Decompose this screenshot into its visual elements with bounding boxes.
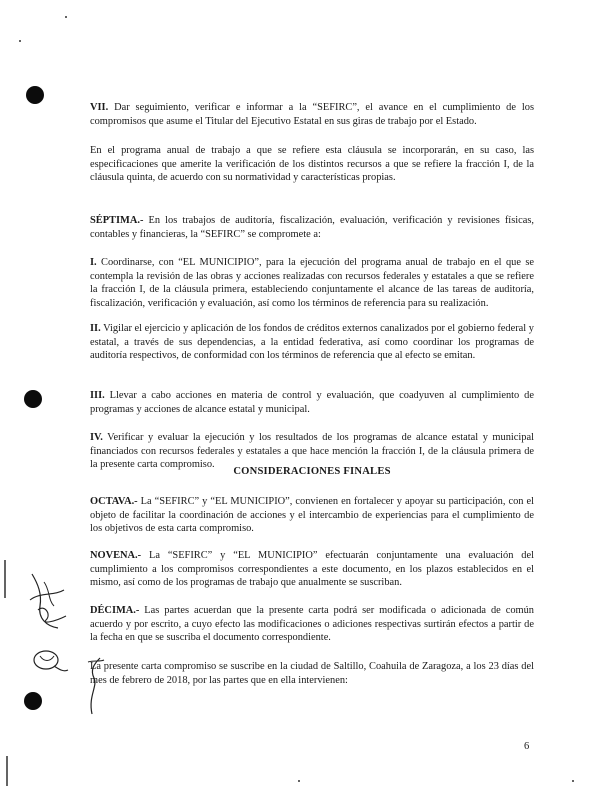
paragraph-novena — [90, 549, 534, 590]
paragraph-body: En los trabajos de auditoría, fiscalización, evaluación, verificación y revisiones físicas, contables y financieras, la “SEFIRC” se compromete a: — [90, 215, 534, 240]
signature-initials-1 — [24, 570, 72, 632]
paragraph-body: Las partes acuerdan que la presente carta podrá ser modificada o adicionada de común acuerdo y por escrito, a cuyo efecto las modificaciones o adiciones respectivas surtirán efectos a partir de la fecha en que se suscriba el documento correspondiente. — [90, 605, 534, 644]
scan-speck — [19, 40, 21, 42]
section-heading-consideraciones-finales: CONSIDERACIONES FINALES — [233, 466, 391, 477]
punch-hole-top — [26, 86, 44, 104]
paragraph-body: Coordinarse, con “EL MUNICIPIO”, para la ejecución del programa anual de trabajo en el que se contempla la revisión de las obras y acciones realizadas con recursos federales y estatales a que se refiere la fracción I, de la cláusula primera, estableciendo conjuntamente el alcance de las tareas de auditoría, fiscalización, verificación y evaluación, así como los términos de referencia para su realización. — [90, 257, 534, 309]
paragraph-body: Verificar y evaluar la ejecución y los resultados de los programas de alcance estatal y municipal financiados con recursos federales y estatales a que hace mención la fracción I, de la cláusula primera de la presente carta compromiso. — [90, 432, 534, 471]
scan-speck — [572, 780, 574, 782]
scan-speck — [298, 780, 300, 782]
punch-hole-middle — [24, 390, 42, 408]
paragraph-lead: III. — [90, 390, 105, 401]
clause-label-octava: OCTAVA.- — [90, 496, 138, 507]
paragraph-body: Dar seguimiento, verificar e informar a la “SEFIRC”, el avance en el cumplimiento de los compromisos que asume el Titular del Ejecutivo Estatal en sus giras de trabajo por el Estado. — [90, 102, 534, 127]
signature-initials-2 — [30, 646, 70, 676]
paragraph-decima — [90, 604, 534, 645]
paragraph-fraccion-iii — [90, 389, 534, 416]
page-number: 6 — [524, 741, 530, 752]
paragraph-lead: IV. — [90, 432, 103, 443]
paragraph-lead: VII. — [90, 102, 109, 113]
left-margin-line — [2, 560, 8, 600]
paragraph-body: Llevar a cabo acciones en materia de control y evaluación, que coadyuven al cumplimiento de programas y acciones de alcance estatal y municipal. — [90, 390, 534, 415]
left-margin-line-bottom — [4, 756, 10, 786]
paragraph-fraccion-i — [90, 256, 534, 310]
clause-label-decima: DÉCIMA.- — [90, 605, 140, 616]
scan-speck — [65, 16, 67, 18]
paragraph-programa-anual — [90, 144, 534, 185]
paragraph-fraccion-ii — [90, 322, 534, 363]
paragraph-octava — [90, 495, 534, 536]
paragraph-body: La “SEFIRC” y “EL MUNICIPIO”, convienen en fortalecer y apoyar su participación, con el objeto de facilitar la coordinación de acciones y el intercambio de experiencias para el cumplimiento de los objetivos de esta carta compromiso. — [90, 496, 534, 535]
paragraph-body: La “SEFIRC” y “EL MUNICIPIO” efectuarán conjuntamente una evaluación del cumplimiento a los compromisos correspondientes a este documento, en los plazos establecidos en el mismo, así como de los programas de trabajo que anualmente se suscriban. — [90, 550, 534, 589]
punch-hole-bottom — [24, 692, 42, 710]
paragraph-body: La presente carta compromiso se suscribe en la ciudad de Saltillo, Coahuila de Zaragoza, a los 23 días del mes de febrero de 2018, por las partes que en ella intervienen: — [90, 661, 534, 686]
paragraph-body: Vigilar el ejercicio y aplicación de los fondos de créditos externos canalizados por el gobierno federal y estatal, a través de sus dependencias, a la entidad federativa, así como coordinar los programas de auditoría respectivos, de conformidad con los términos de referencia que al efecto se emitan. — [90, 323, 534, 362]
paragraph-firma — [90, 660, 534, 687]
clause-label-novena: NOVENA.- — [90, 550, 142, 561]
clause-label-septima: SÉPTIMA.- — [90, 215, 144, 226]
paragraph-lead: I. — [90, 257, 97, 268]
paragraph-body: En el programa anual de trabajo a que se refiere esta cláusula se incorporarán, en su caso, las especificaciones que amerite la verificación de los distintos recursos a que se refiere la fracción I, de la cláusula quinta, de acuerdo con su normatividad y características propias. — [90, 145, 534, 184]
paragraph-vii — [90, 101, 534, 128]
paragraph-septima — [90, 214, 534, 241]
paragraph-lead: II. — [90, 323, 101, 334]
